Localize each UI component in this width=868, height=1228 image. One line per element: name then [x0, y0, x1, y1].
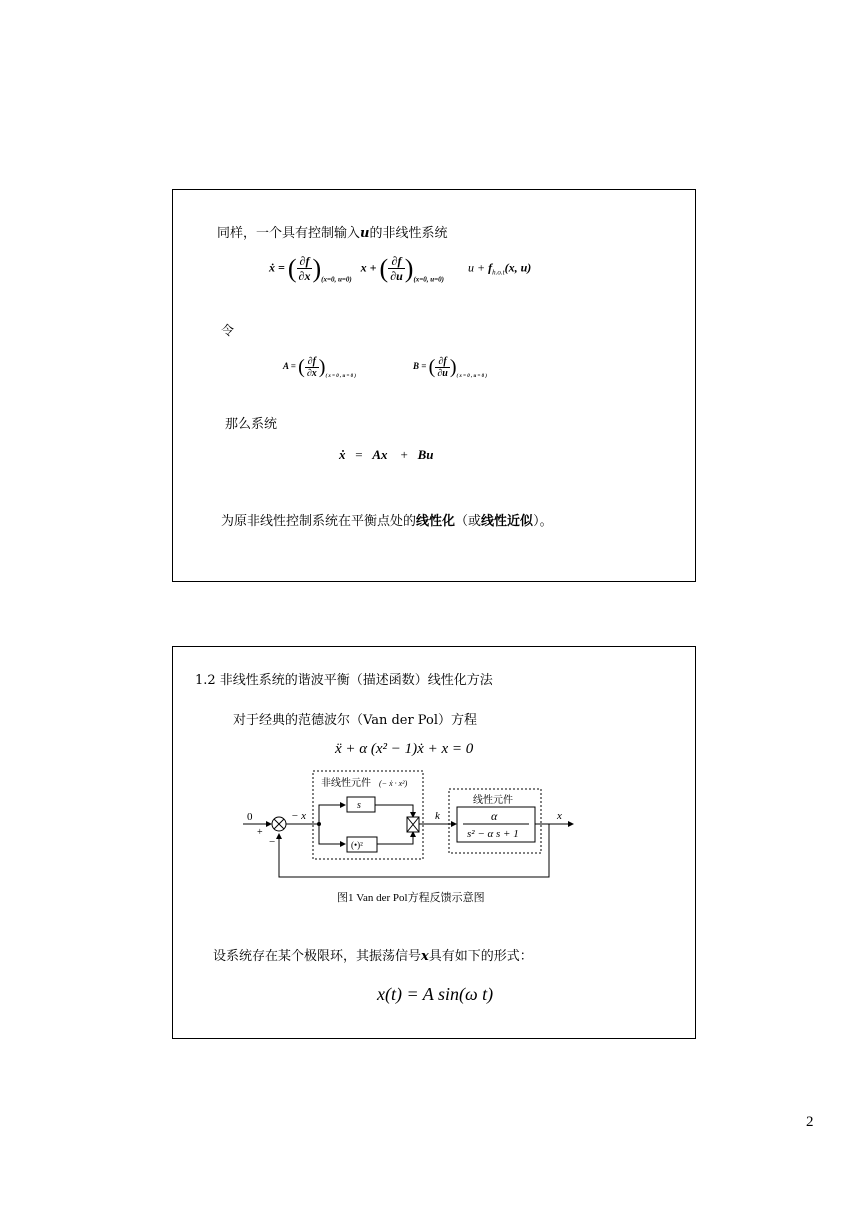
van-der-pol-intro: 对于经典的范德波尔（Van der Pol）方程: [233, 713, 478, 728]
negative-x-label: − x: [291, 810, 307, 822]
linear-element-label: 线性元件: [473, 795, 513, 806]
input-zero: 0: [247, 811, 253, 823]
tf-numerator: α: [491, 809, 498, 823]
then-system-text: 那么系统: [225, 417, 278, 432]
van-der-pol-equation: ẍ + α (x² − 1)ẋ + x = 0: [335, 741, 474, 757]
conclusion-text: 为原非线性控制系统在平衡点处的线性化（或线性近似）。: [221, 514, 553, 529]
slide-linearization: [172, 189, 696, 582]
page-number: 2: [806, 1114, 814, 1130]
nonlinear-system-equation: ẋ = ( $\frac{\partial f}{\partial x}$ )$_{(x=0, u=0)}$ x + ( $\frac{\partial f}{\partial u}$ )$_{(x=0, u=0)}$ $u + f_{h.o.t}(x$, u): [269, 253, 532, 284]
feedback-block-diagram: [173, 647, 697, 1040]
let-text: 令: [221, 324, 235, 339]
s-block: [347, 797, 375, 812]
section-heading: 1.2 非线性系统的谐波平衡（描述函数）线性化方法: [195, 673, 493, 688]
slide-harmonic-balance: [172, 646, 696, 1039]
nonlinear-expression: (− ẋ · x²): [379, 779, 408, 788]
figure-caption: 图1 Van der Pol方程反馈示意图: [337, 892, 485, 904]
s-block-label: s: [357, 800, 361, 811]
matrix-b-definition: B = ( $\frac{\partial f}{\partial u}$ )$_{( x = 0 , u = 0 )}$: [413, 355, 488, 380]
nonlinear-element-label: 非线性元件: [321, 778, 371, 789]
output-x-label: x: [557, 810, 562, 822]
plus-sign: +: [257, 827, 263, 838]
square-block-label: (•)²: [351, 840, 363, 850]
tf-denominator: s² − α s + 1: [467, 828, 519, 840]
limit-cycle-assumption: 设系统存在某个极限环，其振荡信号x具有如下的形式：: [213, 949, 533, 964]
linear-system-equation: ẋ = Ax + Bu: [339, 447, 434, 462]
matrix-a-definition: A = ( $\frac{\partial f}{\partial x}$ )$_{( x = 0 , u = 0 )}$: [283, 355, 356, 380]
sinusoid-solution-equation: x(t) = A sin(ω t): [377, 984, 494, 1004]
minus-sign: −: [269, 836, 276, 848]
gain-k-label: k: [435, 810, 440, 822]
intro-text: 同样，一个具有控制输入u的非线性系统: [217, 226, 448, 241]
